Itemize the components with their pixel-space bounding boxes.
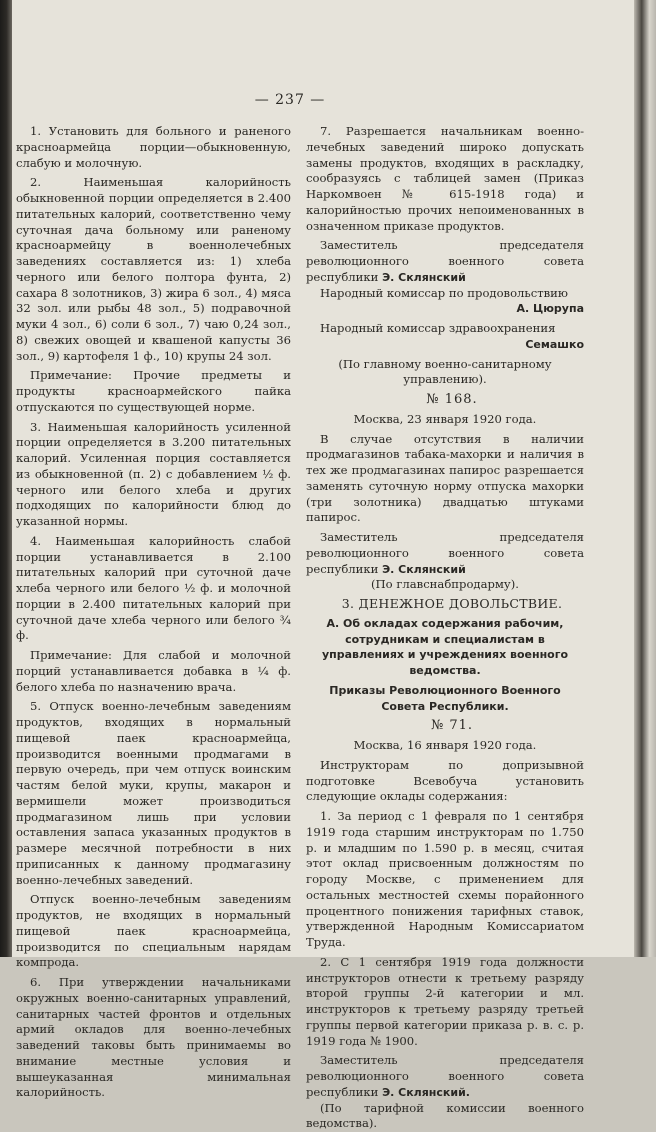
signature-name: Э. Склянский xyxy=(382,271,466,284)
order-item-1: 1. За период с 1 февраля по 1 сентября 1919 года старшим инструкторам по 1.750 р. и младшим по 1.590 р. в месяц, считая этот оклад присвоенным должностям по городу Москве, с применением для остальных местностей схемы порайонного процентного понижения тарифных ставок, утвержденной Народным Комиссариатом Труда. xyxy=(306,809,584,951)
paragraph-5-continued: Отпуск военно-лечебным заведениям продуктов, не входящих в нормальный пищевой паек красноармейца, производится по специальным нарядам компрода. xyxy=(16,892,291,971)
department-note-2: (По главснабпродарму). xyxy=(306,577,584,593)
order-date-1: Москва, 23 января 1920 года. xyxy=(306,412,584,428)
paragraph-4: 4. Наименьшая калорийность слабой порции устанавливается в 2.100 питательных калорий при суточной даче хлеба черного или белого ½ ф. и молочной порции в 2.400 питательных калорий при суточной даче хлеба черного или белого ¾ ф. xyxy=(16,534,291,644)
note-1: Примечание: Прочие предметы и продукты красноармейского пайка отпускаются по существующей норме. xyxy=(16,368,291,415)
page-number: — 237 — xyxy=(0,92,580,108)
signature-block-4 xyxy=(306,530,584,577)
signature-title-5: Заместитель председателя революционного военного совета республики xyxy=(306,1053,584,1099)
note-2: Примечание: Для слабой и молочной порций устанавливается добавка в ¼ ф. белого хлеба по назначению врача. xyxy=(16,648,291,695)
signature-title-2: Народный комиссар по продовольствию xyxy=(306,286,584,302)
order-intro-2: Инструкторам по допризывной подготовке Всевобуча установить следующие оклады содержания: xyxy=(306,758,584,805)
signature-name-5: Э. Склянский. xyxy=(382,1086,470,1099)
page-edge-shadow xyxy=(634,0,656,957)
order-number-168: № 168. xyxy=(306,392,584,408)
paragraph-7: 7. Разрешается начальникам военно-лечебных заведений широко допускать замены продуктов, входящих в раскладку, сообразуясь с таблицей замен (Приказ Наркомвоен № 615-1918 года) и калорийностью прочих непоименованных в означенном приказе продуктов. xyxy=(306,124,584,234)
book-spine-shadow xyxy=(0,0,12,957)
paragraph-1: 1. Установить для больного и раненого красноармейца порции—обыкновенную, слабую и молочную. xyxy=(16,124,291,171)
signature-block-1 xyxy=(306,238,584,285)
department-note-3: (По тарифной комиссии военного ведомства). xyxy=(306,1101,584,1132)
paragraph-6: 6. При утверждении начальниками окружных военно-санитарных управлений, санитарных частей фронтов и отдельных армий окладов для военно-лечебных заведений таковы быть принимаемы во внимание местные условия и вышеуказанная минимальная калорийность. xyxy=(16,975,291,1101)
paragraph-5: 5. Отпуск военно-лечебным заведениям продуктов, входящих в нормальный пищевой паек красноармейца, производится военными продмагами в первую очередь, при чем отпуск воинским частям белой муки, крупы, макарон и вермишели может производиться продмагазином лишь при условии оставления запаса указанных продуктов в размере месячной потребности в них приписанных к данному продмагазину военно-лечебных заведений. xyxy=(16,699,291,888)
paragraph-2: 2. Наименьшая калорийность обыкновенной порции определяется в 2.400 питательных калорий, соответственно чему суточная дача больному или раненому красноармейцу в военнолечебных заведениях составляется из: 1) хлеба черного или белого полтора фунта, 2) сахара 8 золотников, 3) жира 6 зол., 4) мяса 32 зол. или рыбы 48 зол., 5) подравочной муки 4 зол., 6) соли 6 зол., 7) чаю 0,24 зол., 8) свежих овощей и квашеной капусты 36 зол., 9) картофеля 1 ф., 10) крупы 24 зол. xyxy=(16,175,291,364)
paragraph-3: 3. Наименьшая калорийность усиленной порции определяется в 3.200 питательных калорий. Усиленная порция составляется из обыкновенной (п. 2) с добавлением ½ ф. черного или белого хлеба и других подходящих по калорийности блюд до указанной нормы. xyxy=(16,420,291,530)
signature-title: Заместитель председателя революционного военного совета республики xyxy=(306,238,584,284)
department-note-1: (По главному военно-санитарному управлению). xyxy=(306,357,584,389)
order-number-71: № 71. xyxy=(306,718,584,734)
subsection-title: А. Об окладах содержания рабочим, сотрудникам и специалистам в управлениях и учреждениях военного ведомства. xyxy=(306,616,584,679)
orders-title: Приказы Революционного Военного Совета Республики. xyxy=(306,683,584,715)
section-title: 3. ДЕНЕЖНОЕ ДОВОЛЬСТВИЕ. xyxy=(306,596,584,612)
order-item-2: 2. С 1 сентября 1919 года должности инструкторов отнести к третьему разряду второй группы 2-й категории и мл. инструкторов к третьему разряду третьей группы первой категории приказа р. в. с. р. 1919 года № 1900. xyxy=(306,955,584,1050)
signature-title-4: Заместитель председателя революционного военного совета республики xyxy=(306,530,584,576)
right-column xyxy=(306,124,584,1132)
signature-title-3: Народный комиссар здравоохранения xyxy=(306,321,584,337)
order-text-1: В случае отсутствия в наличии продмагазинов табака-махорки и наличия в тех же продмагазинах папирос разрешается заменять суточную норму отпуска махорки (три золотника) двадцатью штуками папирос. xyxy=(306,432,584,527)
signature-block-5 xyxy=(306,1053,584,1100)
signature-name-3: Семашко xyxy=(306,337,584,353)
signature-name-2: А. Цюрупа xyxy=(306,301,584,317)
left-column xyxy=(16,124,291,1101)
order-date-2: Москва, 16 января 1920 года. xyxy=(306,738,584,754)
signature-name-4: Э. Склянский xyxy=(382,563,466,576)
